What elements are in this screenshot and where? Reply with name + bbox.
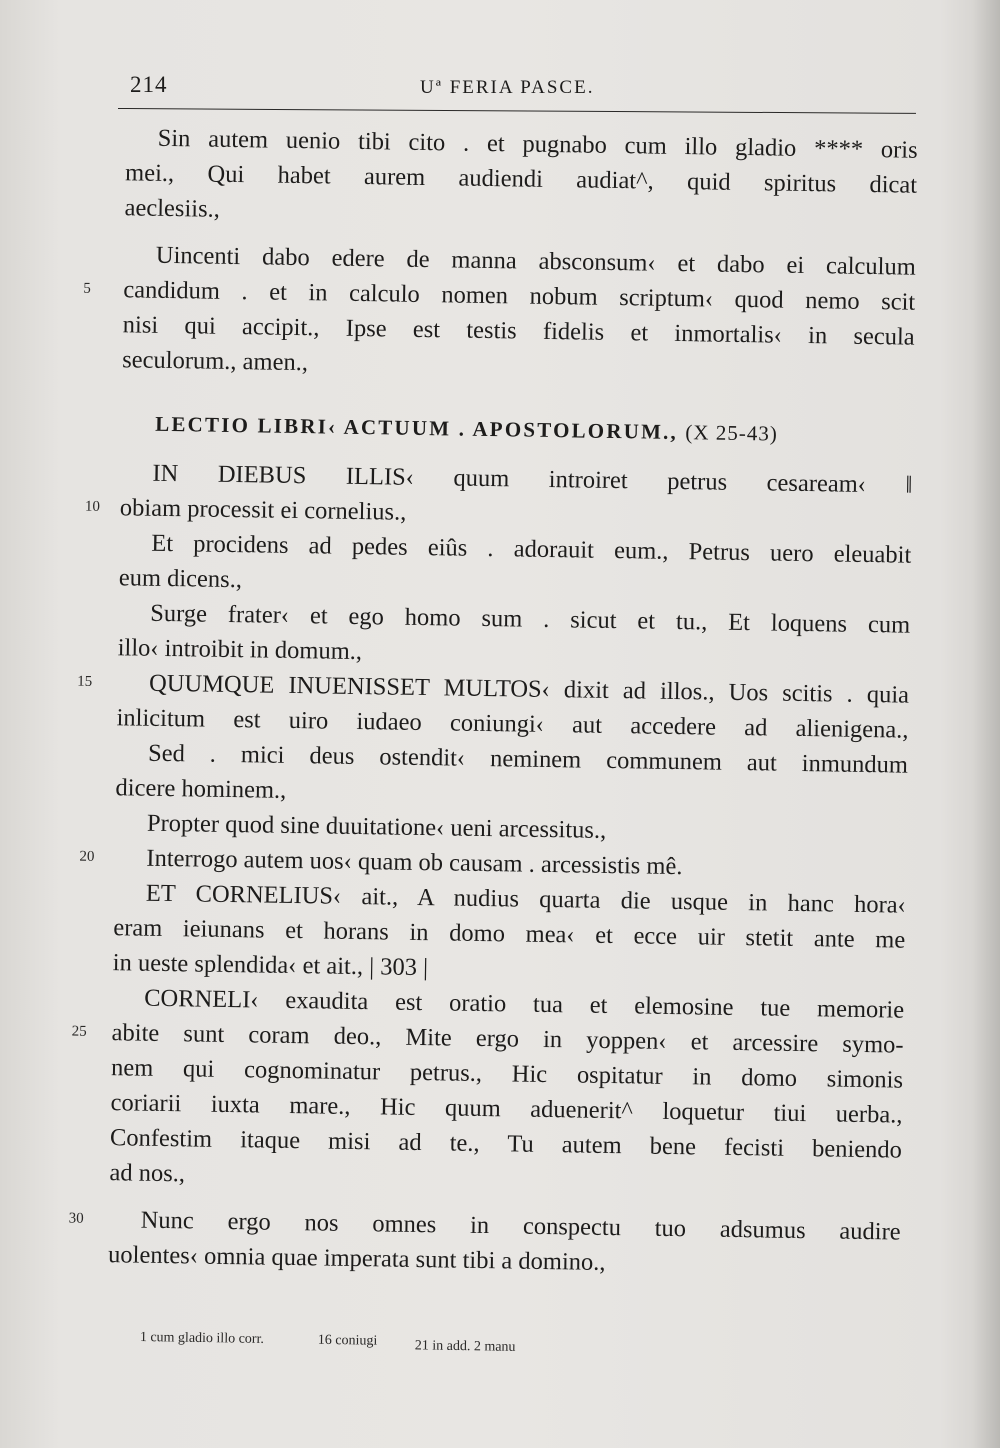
- text-line: eum dicens.,: [118, 564, 243, 594]
- text-line: uolentes‹ omnia quae imperata sunt tibi a domino.,: [107, 1241, 606, 1276]
- text-line: eram ieiunans et horans in domo mea‹ et ecce uir stetit ante me: [113, 914, 906, 954]
- text-body: [68, 120, 918, 1285]
- text-line: nem qui cognominatur petrus., Hic ospitatur in domo simonis: [110, 1054, 904, 1094]
- text-line: 5 candidum . et in calculo nomen nobum scriptum‹ quod nemo scit: [105, 272, 915, 320]
- footnotes: [140, 1330, 640, 1368]
- text-line: coriarii iuxta mare., Hic quum aduenerit^ loquetur tiui uerba.,: [110, 1089, 903, 1129]
- text-line: Sed . mici deus ostendit‹ neminem communem aut inmundum: [147, 739, 909, 779]
- text-line: illo‹ introibit in domum.,: [117, 634, 363, 666]
- line-number: 20: [79, 848, 95, 865]
- text-line: Uincenti dabo edere de manna absconsum‹ et dabo ei calculum: [155, 241, 916, 281]
- text-line: IN DIEBUS ILLIS‹ quum introiret petrus cesaream‹ ‖: [152, 459, 913, 499]
- text-line: Et procidens ad pedes eiûs . adorauit eum., Petrus uero eleuabit: [151, 529, 912, 569]
- page-number: 214: [130, 72, 168, 97]
- text-line: 15 QUUMQUE INUENISSET MULTOS‹ dixit ad illos., Uos scitis . quia: [99, 665, 909, 713]
- text-line: ET CORNELIUS‹ ait., A nudius quarta die usque in hanc hora‹: [145, 879, 906, 919]
- text-line: aeclesiis.,: [124, 194, 221, 223]
- scripture-reference: (X 25-43): [685, 420, 779, 446]
- text-line: seculorum., amen.,: [122, 346, 309, 377]
- page-edge-shadow: [972, 0, 1000, 1448]
- line-number: 10: [84, 498, 101, 515]
- text-line: 30 Nunc ergo nos omnes in conspectu tuo adsumus audire: [90, 1202, 900, 1250]
- text-line: Propter quod sine duuitatione‹ ueni arcessitus.,: [146, 809, 607, 844]
- running-title: Uª FERIA PASCE.: [420, 77, 595, 98]
- text-line: nisi qui accipit., Ipse est testis fidelis et inmortalis‹ in secula: [122, 311, 915, 351]
- line-number: 30: [68, 1210, 84, 1227]
- text-line: in ueste splendida‹ et ait., | 303 |: [112, 949, 429, 982]
- text-line: dicere hominem.,: [115, 774, 287, 804]
- text-line: Confestim itaque misi ad te., Tu autem bene fecisti beniendo: [109, 1124, 903, 1164]
- footnote: 1 cum gladio illo corr.: [139, 1330, 265, 1347]
- line-number: 15: [77, 673, 93, 690]
- text-line: Sin autem uenio tibi cito . et pugnabo cum illo gladio **** oris: [157, 124, 918, 164]
- line-number: 5: [83, 280, 91, 297]
- text-line: CORNELI‹ exaudita est oratio tua et elemosine tue memorie: [143, 984, 905, 1024]
- text-line: Surge frater‹ et ego homo sum . sicut et tu., Et loquens cum: [150, 599, 911, 639]
- text-line: mei., Qui habet aurem audiendi audiat^, quid spiritus dicat: [124, 159, 918, 199]
- page-header: [130, 68, 920, 112]
- text-line: 20 Interrogo autem uos‹ quam ob causam . arcessistis mê.: [96, 840, 906, 888]
- heading-title: LECTIO LIBRI‹ ACTUUM . APOSTOLORUM.,: [155, 411, 679, 444]
- text-line: inlicitum est uiro iudaeo coniungi‹ aut accedere ad alienigena.,: [116, 704, 909, 744]
- text-line: 25 abite sunt coram deo., Mite ergo in yoppen‹ et arcessire symo-: [93, 1015, 903, 1063]
- text-line: 10 obiam processit ei cornelius.,: [102, 490, 912, 538]
- footnote: 16 coniugi: [317, 1332, 378, 1349]
- line-number: 25: [71, 1023, 87, 1040]
- footnote: 21 in add. 2 manu: [414, 1338, 516, 1355]
- text-line: ad nos.,: [109, 1159, 186, 1188]
